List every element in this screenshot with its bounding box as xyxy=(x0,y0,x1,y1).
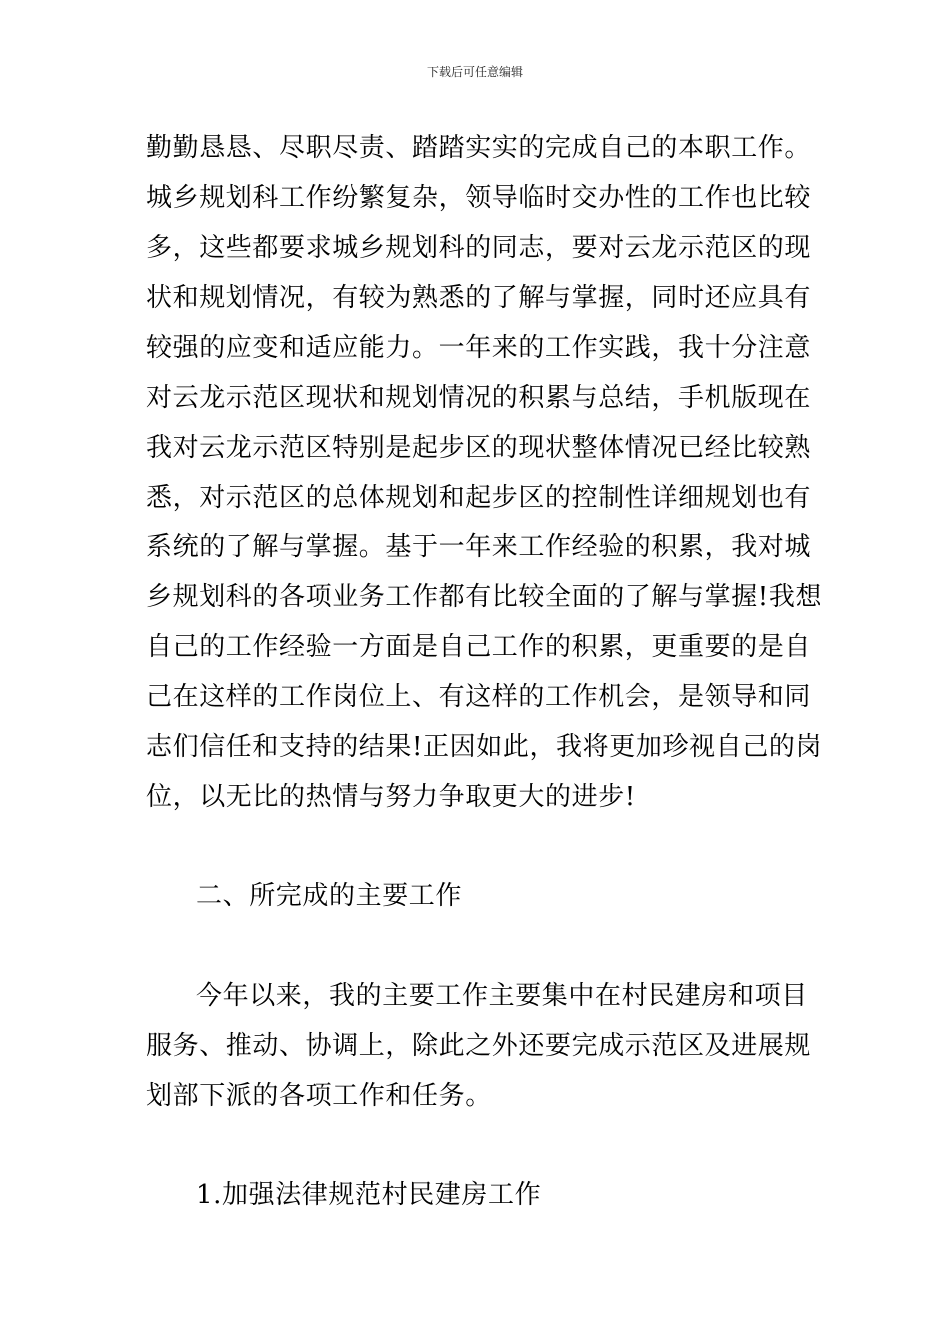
paragraph-line: 状和规划情况，有较为熟悉的了解与掌握，同时还应具有 xyxy=(146,283,812,313)
subsection-heading: 1.加强法律规范村民建房工作 xyxy=(196,1180,542,1210)
paragraph-line: 悉，对示范区的总体规划和起步区的控制性详细规划也有 xyxy=(146,483,812,513)
paragraph-line: 今年以来，我的主要工作主要集中在村民建房和项目 xyxy=(196,981,808,1011)
paragraph-line: 我对云龙示范区特别是起步区的现状整体情况已经比较熟 xyxy=(146,433,812,463)
paragraph-line: 划部下派的各项工作和任务。 xyxy=(146,1081,492,1111)
paragraph-line: 多，这些都要求城乡规划科的同志，要对云龙示范区的现 xyxy=(146,233,812,263)
paragraph-line: 对云龙示范区现状和规划情况的积累与总结，手机版现在 xyxy=(146,383,812,413)
paragraph-line: 勤勤恳恳、尽职尽责、踏踏实实的完成自己的本职工作。 xyxy=(146,133,812,163)
header-note: 下载后可任意编辑 xyxy=(426,65,523,79)
paragraph-line: 系统的了解与掌握。基于一年来工作经验的积累，我对城 xyxy=(146,532,812,562)
paragraph-line: 较强的应变和适应能力。一年来的工作实践，我十分注意 xyxy=(146,333,812,363)
paragraph-line: 自己的工作经验一方面是自己工作的积累，更重要的是自 xyxy=(146,632,812,662)
paragraph-line: 城乡规划科工作纷繁复杂，领导临时交办性的工作也比较 xyxy=(146,183,812,213)
section-heading: 二、所完成的主要工作 xyxy=(196,881,463,911)
paragraph-line: 服务、推动、协调上，除此之外还要完成示范区及进展规 xyxy=(146,1031,812,1061)
paragraph-line: 己在这样的工作岗位上、有这样的工作机会，是领导和同 xyxy=(146,682,812,712)
paragraph-line: 志们信任和支持的结果!正因如此，我将更加珍视自己的岗 xyxy=(146,732,823,762)
paragraph-line: 位，以无比的热情与努力争取更大的进步! xyxy=(146,782,636,812)
paragraph-line: 乡规划科的各项业务工作都有比较全面的了解与掌握!我想 xyxy=(146,582,823,612)
